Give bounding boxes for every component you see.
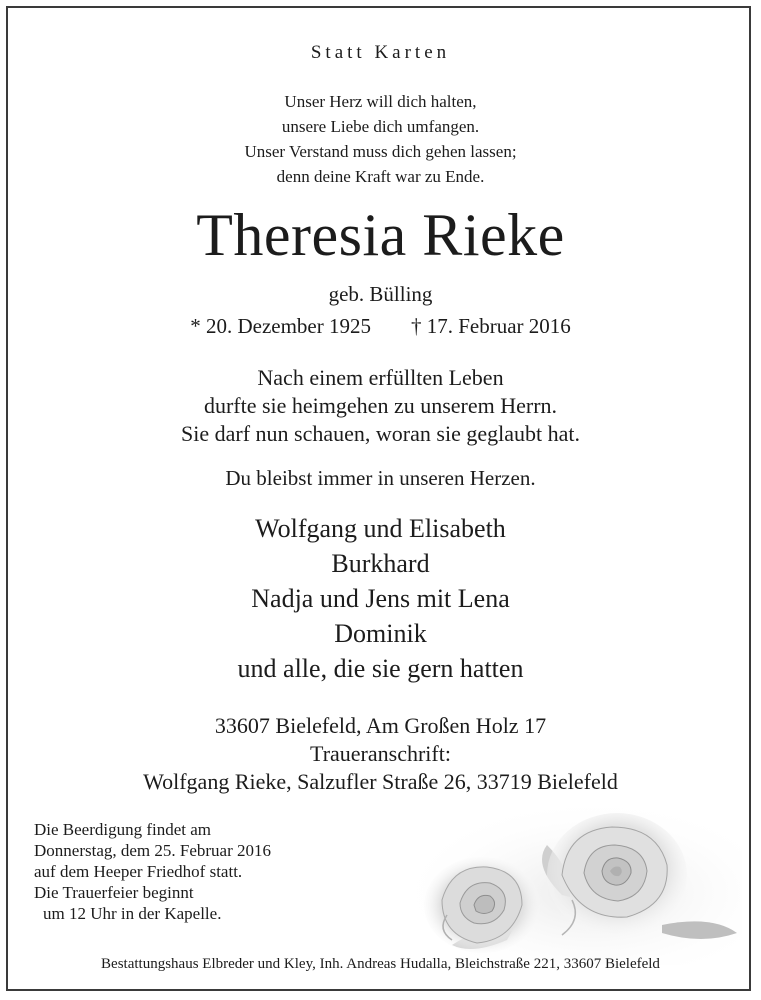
life-dates: [0, 312, 761, 340]
family-member: Burkhard: [331, 549, 430, 578]
address-line: Wolfgang Rieke, Salzufler Straße 26, 33719 Bielefeld: [143, 769, 618, 794]
birth-name: geb. Bülling: [328, 282, 433, 306]
deceased-name: Theresia Rieke: [196, 202, 565, 268]
roses-icon: [412, 805, 742, 965]
closing-line: Du bleibst immer in unseren Herzen.: [225, 466, 536, 490]
poem-line: Unser Verstand muss dich gehen lassen;: [244, 142, 517, 161]
family-list: [0, 511, 761, 686]
funeral-info: [34, 819, 271, 924]
birth-date: * 20. Dezember 1925: [190, 314, 371, 338]
death-date: † 17. Februar 2016: [410, 314, 571, 338]
address-block: [0, 712, 761, 796]
family-member: Nadja und Jens mit Lena: [251, 584, 510, 613]
poem: [0, 89, 761, 189]
funeral-line: um 12 Uhr in der Kapelle.: [43, 904, 222, 923]
funeral-line: Die Trauerfeier beginnt: [34, 883, 194, 902]
poem-line: unsere Liebe dich umfangen.: [281, 117, 480, 136]
header-text: Statt Karten: [310, 42, 451, 63]
family-member: und alle, die sie gern hatten: [237, 654, 524, 683]
funeral-line: Donnerstag, dem 25. Februar 2016: [34, 841, 272, 860]
poem-line: Unser Herz will dich halten,: [284, 92, 477, 111]
address-line: 33607 Bielefeld, Am Großen Holz 17: [214, 713, 547, 738]
poem-line: denn deine Kraft war zu Ende.: [276, 167, 485, 186]
memorial-line: Sie darf nun schauen, woran sie geglaubt hat.: [181, 421, 580, 446]
memorial-line: Nach einem erfüllten Leben: [257, 365, 504, 390]
memorial-text: [0, 364, 761, 448]
family-member: Dominik: [334, 619, 427, 648]
address-line: Traueranschrift:: [310, 741, 451, 766]
memorial-line: durfte sie heimgehen zu unserem Herrn.: [203, 393, 558, 418]
funeral-line: auf dem Heeper Friedhof statt.: [34, 862, 243, 881]
family-member: Wolfgang und Elisabeth: [255, 514, 506, 543]
footer-funeral-home: Bestattungshaus Elbreder und Kley, Inh. Andreas Hudalla, Bleichstraße 221, 33607 Bielefeld: [101, 956, 660, 972]
funeral-line: Die Beerdigung findet am: [34, 820, 212, 839]
